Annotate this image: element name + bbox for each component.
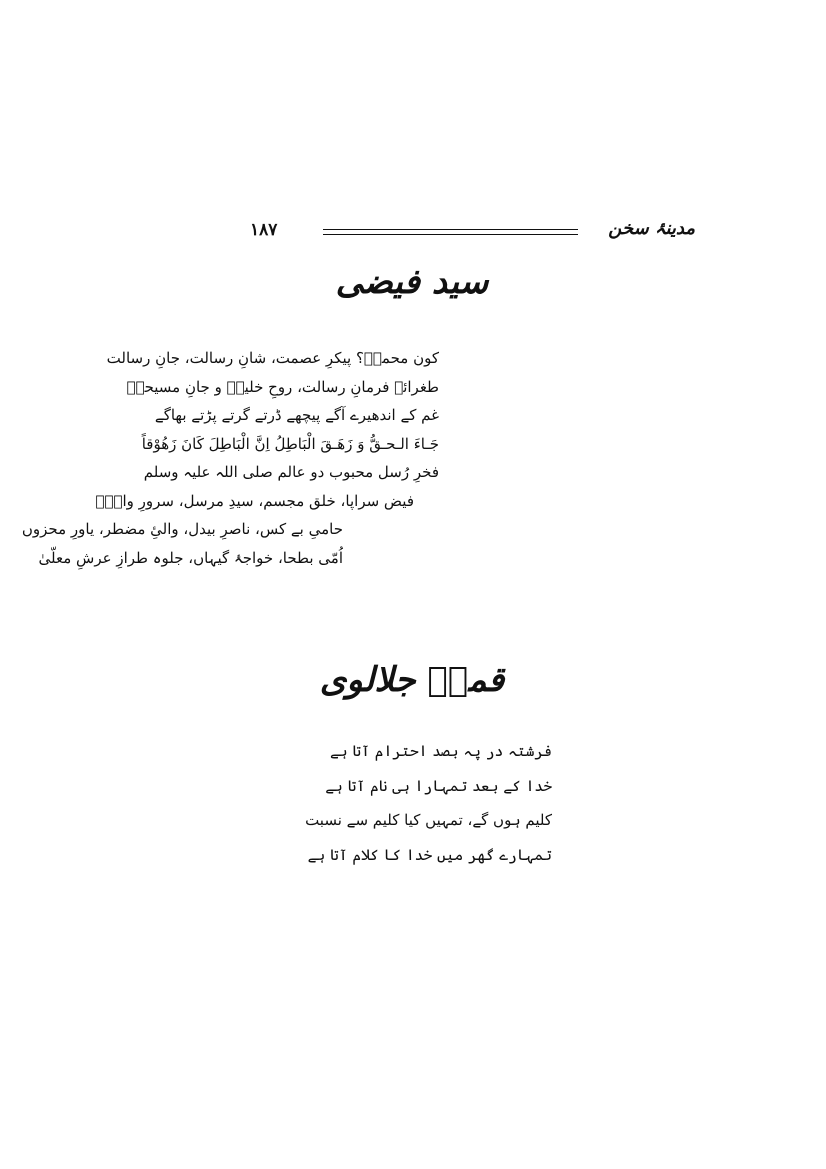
header-rule-bottom [323,234,578,235]
verse-line: فرشتہ در پہ بصد احترام آتا ہے [330,742,552,760]
verse-line: غم کے اندھیرے آگے پیچھے ڈرتے گرتے پڑتے بھاگے [154,406,439,424]
page-header [250,218,695,248]
header-rule-top [323,229,578,230]
poet-heading: سید فیضی [335,262,489,302]
verse-block [22,344,439,572]
poet-heading: قمرؔ جلالوی [319,660,505,700]
verse-line: فیض سراپا، خلق مجسم، سیدِ مرسل، سرورِ والاؐ [95,491,414,510]
page-number: ۱۸۷ [250,220,278,240]
verse-line: فخرِ رُسل محبوب دو عالم صلی اللہ علیہ وسلم [143,463,439,481]
verse-line: طغرائے فرمانِ رسالت، روحِ خلیلؑ و جانِ مسیحاؑ [126,377,439,396]
verse-line: جَـاءَ الـحـقُّ وَ زَهَـقَ الْبَاطِلُ اِنَّ الْبَاطِلَ كَانَ زَهُوْقاً [141,434,439,453]
verse-line: حامیِ بے کس، ناصرِ بیدل، والیِٔ مضطر، یاورِ محزوں [21,520,343,538]
verse-line: اُمّی بطحا، خواجۂ گیہاں، جلوہ طرازِ عرشِ معلّیٰ [38,548,343,567]
verse-line: کون محمدؐ؟ پیکرِ عصمت، شانِ رسالت، جانِ رسالت [106,349,439,367]
verse-line: تمہارے گھر میں خدا کا کلام آتا ہے [307,845,552,864]
verse-line: خدا کے بعد تمہارا ہی نام آتا ہے [325,776,552,795]
running-title: مدینۂ سخن [608,218,695,239]
verse-line: کلیم ہوں گے، تمہیں کیا کلیم سے نسبت [305,811,552,829]
verse-block [305,734,552,872]
